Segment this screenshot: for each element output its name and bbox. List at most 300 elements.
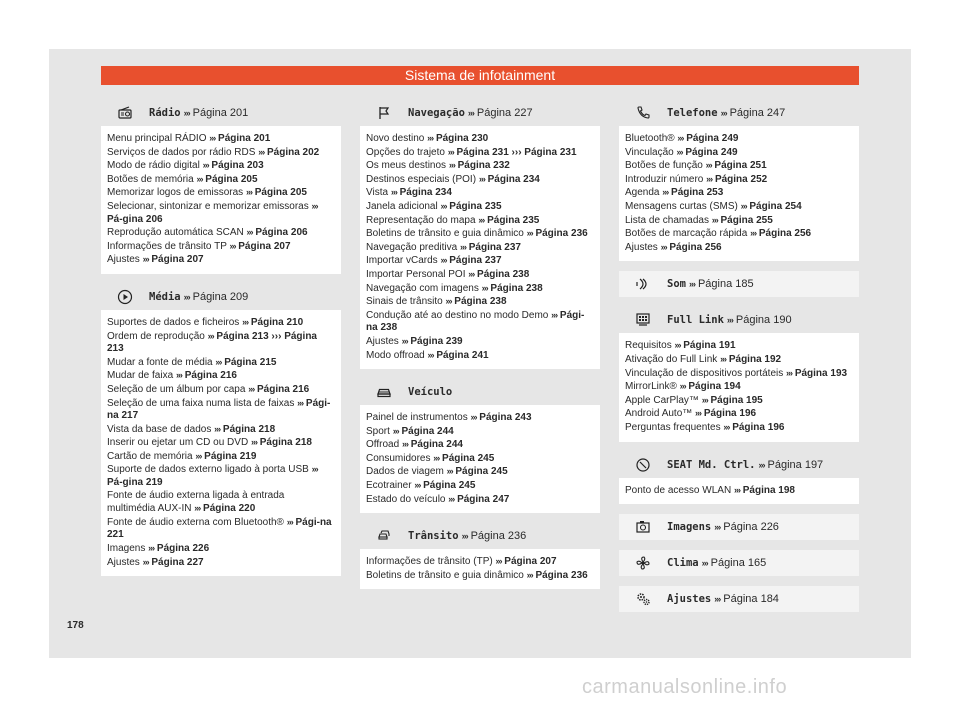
item-text: Informações de trânsito TP: [107, 240, 227, 252]
item-page-ref: Página 255: [720, 214, 773, 226]
item-page-ref: Página 239: [410, 335, 463, 347]
section-header-clima[interactable]: [619, 550, 859, 576]
item-text: Ajustes: [625, 241, 658, 253]
arrow-glyph: ›››: [711, 214, 718, 225]
item-text: Mudar a fonte de média: [107, 356, 213, 368]
arrow-glyph: ›››: [720, 108, 727, 118]
section-page-ref: Página 165: [710, 557, 767, 570]
arrow-glyph: ›››: [495, 556, 502, 567]
item-page-ref: Página 249: [686, 133, 739, 144]
item-text: MirrorLink®: [625, 381, 677, 393]
item-page-ref: Página 219: [204, 450, 257, 462]
item-text: Sinais de trânsito: [366, 296, 443, 308]
list-item[interactable]: [107, 450, 335, 464]
list-item[interactable]: [366, 479, 594, 493]
section-title: Ajustes: [667, 593, 712, 606]
arrow-glyph: ›››: [726, 315, 733, 326]
section-header-seat-md-ctrl[interactable]: [619, 452, 859, 478]
item-page-ref: Página 196: [703, 408, 757, 420]
item-page-ref: Página 196: [732, 421, 785, 433]
arrow-glyph: ›››: [401, 439, 408, 450]
item-page-ref: Página 247: [457, 493, 510, 505]
list-item[interactable]: [107, 516, 335, 542]
list-item[interactable]: [107, 253, 335, 267]
item-text: Seleção de um álbum por capa: [107, 383, 246, 395]
arrow-glyph: ›››: [676, 146, 683, 157]
item-page-ref: Página 231 ››› Página 231: [456, 146, 577, 158]
media-play-icon: [101, 289, 149, 305]
section-full-link: [619, 307, 859, 441]
arrow-glyph: ›››: [448, 493, 455, 504]
arrow-glyph: ›››: [448, 160, 455, 171]
arrow-glyph: ›››: [209, 133, 216, 143]
item-page-ref: Página 236: [535, 569, 588, 581]
list-item[interactable]: [366, 452, 594, 466]
item-text: Sport: [366, 425, 390, 437]
item-text: Navegação com imagens: [366, 282, 479, 294]
item-page-ref: Página 195: [710, 394, 763, 406]
arrow-glyph: ›››: [695, 408, 702, 419]
arrow-glyph: ›››: [401, 335, 408, 346]
item-page-ref: Pá-gina 206: [107, 213, 163, 225]
list-item[interactable]: [625, 146, 853, 160]
item-text: Fonte de áudio externa com Bluetooth®: [107, 516, 284, 528]
list-item[interactable]: [107, 159, 335, 173]
item-text: Vista da base de dados: [107, 423, 212, 435]
item-text: Boletins de trânsito e guia dinâmico: [366, 569, 524, 581]
list-item[interactable]: [625, 214, 853, 228]
arrow-glyph: ›››: [142, 556, 149, 567]
item-page-ref: Página 253: [671, 187, 724, 199]
arrow-glyph: ›››: [701, 394, 708, 405]
item-text: Selecionar, sintonizar e memorizar emissoras: [107, 200, 309, 212]
arrow-glyph: ›››: [195, 450, 202, 461]
list-item[interactable]: [366, 173, 594, 187]
list-item[interactable]: [107, 490, 335, 516]
list-item[interactable]: [366, 569, 594, 583]
item-page-ref: Página 251: [714, 160, 767, 172]
item-page-ref: Página 226: [156, 543, 210, 555]
list-item[interactable]: [366, 186, 594, 200]
arrow-glyph: ›››: [526, 228, 533, 239]
list-item[interactable]: [107, 173, 335, 187]
arrow-glyph: ›››: [207, 330, 214, 341]
item-text: Fonte de áudio externa ligada à entrada multimédia AUX-IN: [107, 489, 285, 515]
list-item[interactable]: [107, 542, 335, 556]
list-item[interactable]: [625, 159, 853, 173]
item-page-ref: Pági-na 221: [107, 516, 332, 541]
arrow-glyph: ›››: [242, 316, 249, 327]
section-title: SEAT Md. Ctrl.: [667, 458, 756, 471]
list-item[interactable]: [625, 407, 853, 421]
list-item[interactable]: [625, 421, 853, 435]
section-header-veiculo[interactable]: [360, 379, 600, 405]
list-item[interactable]: [366, 241, 594, 255]
item-page-ref: Página 254: [749, 200, 802, 212]
item-text: Botões de função: [625, 160, 703, 172]
section-page-ref: Página 226: [723, 521, 779, 534]
arrow-glyph: ›››: [662, 187, 669, 198]
list-item[interactable]: [366, 268, 594, 282]
arrow-glyph: ›››: [701, 558, 708, 569]
list-item[interactable]: [625, 132, 853, 146]
item-page-ref: Página 236: [535, 228, 588, 240]
settings-gears-icon: [619, 591, 667, 607]
item-text: Novo destino: [366, 133, 425, 144]
arrow-glyph: ›››: [196, 173, 203, 184]
list-item[interactable]: [366, 555, 594, 569]
section-header-transito[interactable]: [360, 523, 600, 549]
section-body: [619, 126, 859, 261]
list-item[interactable]: [107, 397, 335, 423]
arrow-glyph: ›››: [467, 108, 474, 118]
section-page-ref: Página 185: [697, 278, 754, 291]
item-text: Mudar de faixa: [107, 370, 174, 382]
item-page-ref: Página 245: [442, 452, 495, 464]
item-text: Apple CarPlay™: [625, 394, 699, 406]
section-title: Rádio: [149, 107, 181, 119]
list-item[interactable]: [366, 493, 594, 507]
list-item[interactable]: [107, 146, 335, 160]
list-item[interactable]: [366, 200, 594, 214]
item-page-ref: Página 207: [151, 254, 204, 266]
radio-icon: [101, 105, 149, 121]
list-item[interactable]: [366, 227, 594, 241]
arrow-glyph: ›››: [297, 397, 304, 408]
section-body: [360, 126, 600, 369]
arrow-glyph: ›››: [740, 200, 747, 211]
arrow-glyph: ›››: [526, 569, 533, 580]
section-header-telefone[interactable]: [619, 100, 859, 126]
section-body: [101, 126, 341, 274]
list-item[interactable]: [366, 438, 594, 452]
section-page-ref: Página 227: [476, 107, 533, 119]
item-page-ref: Página 232: [457, 160, 510, 172]
list-item[interactable]: [366, 282, 594, 296]
item-text: Ajustes: [107, 254, 140, 266]
item-text: Modo offroad: [366, 349, 425, 361]
item-text: Lista de chamadas: [625, 214, 709, 226]
item-text: Importar Personal POI: [366, 268, 466, 280]
arrow-glyph: ›››: [733, 484, 740, 495]
item-page-ref: Página 238: [477, 268, 530, 280]
item-text: Ativação do Full Link: [625, 353, 718, 365]
arrow-glyph: ›››: [390, 187, 397, 198]
item-text: Janela adicional: [366, 200, 438, 212]
item-text: Estado do veículo: [366, 493, 446, 505]
section-title: Full Link: [667, 314, 724, 327]
section-title: Telefone: [667, 107, 718, 119]
arrow-glyph: ›››: [674, 340, 681, 351]
arrow-glyph: ›››: [720, 353, 727, 364]
item-text: Menu principal RÁDIO: [107, 133, 207, 144]
list-item[interactable]: [366, 159, 594, 173]
item-text: Representação do mapa: [366, 214, 476, 226]
arrow-glyph: ›››: [229, 240, 236, 251]
list-item[interactable]: [625, 241, 853, 255]
item-page-ref: Página 198: [742, 484, 795, 496]
item-page-ref: Página 227: [151, 556, 204, 568]
section-header-navegacao[interactable]: [360, 100, 600, 126]
item-text: Boletins de trânsito e guia dinâmico: [366, 228, 524, 240]
section-title: Clima: [667, 557, 699, 570]
section-title: Trânsito: [408, 530, 459, 543]
item-text: Informações de trânsito (TP): [366, 556, 493, 568]
item-page-ref: Página 210: [250, 316, 304, 328]
item-text: Destinos especiais (POI): [366, 173, 477, 185]
section-seat-md-ctrl: [619, 452, 859, 505]
list-item[interactable]: [625, 367, 853, 381]
section-header-ajustes[interactable]: [619, 586, 859, 612]
section-title: Imagens: [667, 521, 712, 534]
column-2: [360, 100, 600, 599]
item-text: Modo de rádio digital: [107, 160, 200, 172]
item-page-ref: Página 191: [683, 340, 736, 352]
list-item[interactable]: [107, 423, 335, 437]
item-text: Botões de memória: [107, 173, 194, 185]
arrow-glyph: ›››: [427, 349, 434, 360]
arrow-glyph: ›››: [750, 228, 757, 239]
item-page-ref: Página 205: [254, 187, 307, 199]
item-page-ref: Página 193: [794, 367, 848, 379]
arrow-glyph: ›››: [248, 383, 255, 394]
item-text: Ajustes: [366, 335, 399, 347]
arrow-glyph: ›››: [706, 173, 713, 184]
arrow-glyph: ›››: [461, 531, 468, 542]
climate-fan-icon: [619, 555, 667, 571]
arrow-glyph: ›››: [551, 309, 558, 320]
list-item[interactable]: [107, 330, 335, 356]
watermark: carmanualsonline.info: [582, 676, 788, 698]
section-header-media[interactable]: [101, 284, 341, 310]
item-page-ref: Página 238: [490, 282, 543, 294]
list-item[interactable]: [366, 214, 594, 228]
item-page-ref: Página 241: [436, 349, 489, 361]
item-text: Suporte de dados externo ligado à porta USB: [107, 464, 309, 476]
item-page-ref: Página 207: [238, 240, 291, 252]
list-item[interactable]: [625, 484, 853, 498]
list-item[interactable]: [625, 380, 853, 394]
list-item[interactable]: [366, 295, 594, 309]
item-text: Serviços de dados por rádio RDS: [107, 146, 256, 158]
list-item[interactable]: [625, 353, 853, 367]
item-page-ref: Página 234: [487, 173, 540, 185]
item-page-ref: Página 237: [468, 241, 521, 253]
section-page-ref: Página 197: [767, 458, 824, 471]
arrow-glyph: ›››: [478, 214, 485, 225]
item-text: Consumidores: [366, 452, 431, 464]
arrow-glyph: ›››: [440, 255, 447, 266]
section-telefone: [619, 100, 859, 261]
item-text: Opções do trajeto: [366, 146, 445, 158]
item-text: Perguntas frequentes: [625, 421, 721, 433]
item-text: Vista: [366, 187, 389, 199]
section-title: Navegação: [408, 107, 465, 119]
arrow-glyph: ›››: [481, 282, 488, 293]
item-page-ref: Página 213 ››› Página 213: [107, 330, 317, 355]
list-item[interactable]: [625, 394, 853, 408]
arrow-glyph: ›››: [175, 370, 182, 381]
section-veiculo: [360, 379, 600, 513]
section-imagens: [619, 514, 859, 540]
list-item[interactable]: [366, 132, 594, 146]
section-header-som[interactable]: [619, 271, 859, 297]
list-item[interactable]: [366, 465, 594, 479]
section-title: Som: [667, 278, 686, 291]
arrow-glyph: ›››: [246, 227, 253, 238]
list-item[interactable]: [366, 425, 594, 439]
item-text: Imagens: [107, 543, 146, 555]
section-header-imagens[interactable]: [619, 514, 859, 540]
list-item[interactable]: [625, 227, 853, 241]
arrow-glyph: ›››: [215, 356, 222, 367]
column-1: [101, 100, 341, 586]
arrow-glyph: ›››: [183, 108, 190, 118]
arrow-glyph: ›››: [286, 516, 293, 527]
section-title: Média: [149, 290, 181, 303]
arrow-glyph: ›››: [148, 543, 155, 554]
item-page-ref: Página 235: [449, 200, 502, 212]
item-text: Reprodução automática SCAN: [107, 227, 244, 239]
list-item[interactable]: [107, 226, 335, 240]
item-text: Ecotrainer: [366, 480, 412, 492]
item-text: Dados de viagem: [366, 466, 444, 478]
list-item[interactable]: [107, 316, 335, 330]
item-text: Suportes de dados e ficheiros: [107, 316, 240, 328]
item-page-ref: Pági-na 238: [366, 309, 585, 334]
item-text: Cartão de memória: [107, 450, 193, 462]
arrow-glyph: ›››: [446, 466, 453, 477]
fulllink-icon: [619, 312, 667, 328]
list-item[interactable]: [107, 369, 335, 383]
list-item[interactable]: [107, 240, 335, 254]
arrow-glyph: ›››: [440, 200, 447, 211]
section-title: Veículo: [408, 386, 453, 399]
list-item[interactable]: [107, 436, 335, 450]
list-item[interactable]: [107, 200, 335, 226]
item-page-ref: Página 218: [222, 423, 276, 435]
seat-connect-icon: [619, 457, 667, 473]
item-page-ref: Página 207: [504, 556, 557, 568]
list-item[interactable]: [366, 349, 594, 363]
section-body: [619, 333, 859, 441]
arrow-glyph: ›››: [705, 160, 712, 171]
section-page-ref: Página 201: [192, 107, 249, 119]
item-page-ref: Página 234: [399, 187, 452, 199]
item-text: Importar vCards: [366, 255, 438, 267]
list-item[interactable]: [107, 383, 335, 397]
list-item[interactable]: [107, 186, 335, 200]
images-icon: [619, 519, 667, 535]
section-clima: [619, 550, 859, 576]
item-text: Vinculação: [625, 146, 674, 158]
list-item[interactable]: [366, 335, 594, 349]
item-text: Ordem de reprodução: [107, 330, 205, 342]
list-item[interactable]: [107, 556, 335, 570]
list-item[interactable]: [107, 356, 335, 370]
arrow-glyph: ›››: [142, 254, 149, 265]
section-page-ref: Página 209: [192, 290, 249, 303]
list-item[interactable]: [625, 186, 853, 200]
item-text: Memorizar logos de emissoras: [107, 187, 244, 199]
header-title: Sistema de infotainment: [404, 67, 556, 83]
arrow-glyph: ›››: [468, 268, 475, 279]
list-item[interactable]: [107, 463, 335, 489]
list-item[interactable]: [366, 146, 594, 160]
item-page-ref: Página 243: [479, 412, 532, 424]
column-3: [619, 100, 859, 622]
arrow-glyph: ›››: [427, 133, 434, 143]
item-page-ref: Página 192: [728, 353, 782, 365]
item-page-ref: Página 244: [401, 425, 454, 437]
item-page-ref: Página 252: [714, 173, 768, 185]
item-text: Bluetooth®: [625, 133, 675, 144]
section-navegacao: [360, 100, 600, 369]
arrow-glyph: ›››: [470, 412, 477, 423]
list-item[interactable]: [107, 132, 335, 146]
section-page-ref: Página 184: [723, 593, 779, 606]
item-page-ref: Página 235: [487, 214, 540, 226]
list-item[interactable]: [625, 339, 853, 353]
arrow-glyph: ›››: [677, 133, 684, 143]
arrow-glyph: ›››: [459, 241, 466, 252]
item-page-ref: Página 245: [423, 480, 476, 492]
item-page-ref: Página 203: [211, 160, 264, 172]
section-page-ref: Página 190: [735, 314, 792, 327]
item-page-ref: Página 245: [455, 466, 508, 478]
item-text: Navegação preditiva: [366, 241, 458, 253]
section-header-full-link[interactable]: [619, 307, 859, 333]
list-item[interactable]: [366, 254, 594, 268]
list-item[interactable]: [625, 200, 853, 214]
item-text: Android Auto™: [625, 408, 693, 420]
item-text: Vinculação de dispositivos portáteis: [625, 367, 784, 379]
item-page-ref: Página 238: [454, 296, 507, 308]
section-header-radio[interactable]: [101, 100, 341, 126]
section-body: [360, 549, 600, 589]
phone-icon: [619, 105, 667, 121]
item-page-ref: Página 218: [259, 437, 312, 449]
arrow-glyph: ›››: [723, 421, 730, 432]
list-item[interactable]: [625, 173, 853, 187]
page-header: [101, 66, 859, 85]
arrow-glyph: ›››: [714, 522, 721, 533]
section-transito: [360, 523, 600, 589]
arrow-glyph: ›››: [258, 146, 265, 157]
arrow-glyph: ›››: [214, 423, 221, 434]
item-text: Ponto de acesso WLAN: [625, 484, 732, 496]
section-page-ref: Página 247: [729, 107, 786, 119]
item-page-ref: Página 237: [449, 255, 502, 267]
item-text: Agenda: [625, 187, 660, 199]
item-text: Botões de marcação rápida: [625, 228, 748, 240]
item-text: Requisitos: [625, 340, 672, 352]
section-body: [101, 310, 341, 576]
list-item[interactable]: [366, 309, 594, 335]
arrow-glyph: ›››: [202, 160, 209, 171]
item-text: Mensagens curtas (SMS): [625, 200, 738, 212]
list-item[interactable]: [366, 411, 594, 425]
item-page-ref: Página 216: [256, 383, 310, 395]
item-page-ref: Página 215: [224, 356, 277, 368]
item-page-ref: Página 194: [688, 381, 741, 393]
traffic-icon: [360, 528, 408, 544]
arrow-glyph: ›››: [478, 173, 485, 184]
flag-icon: [360, 105, 408, 121]
item-text: Condução até ao destino no modo Demo: [366, 309, 549, 321]
arrow-glyph: ›››: [311, 464, 318, 475]
page-number: 178: [67, 620, 84, 631]
